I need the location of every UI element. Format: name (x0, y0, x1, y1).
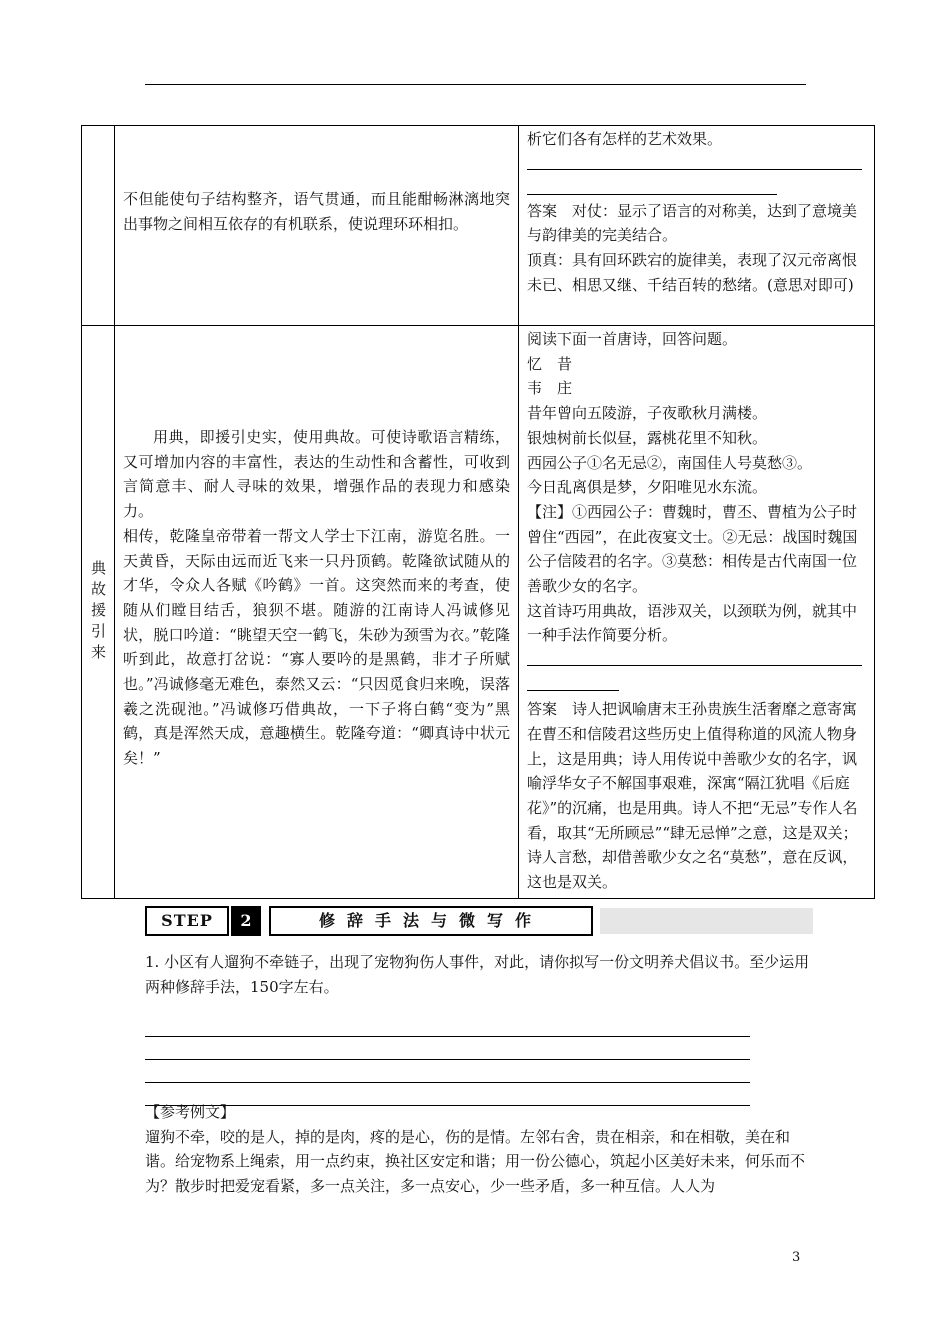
exercise-cell (519, 326, 875, 899)
question-continuation: 析它们各有怎样的艺术效果。 (527, 130, 723, 148)
row-label: 典故援引来 (89, 559, 107, 665)
poem-line: 银烛树前长似昼，露桃花里不知秋。 (527, 428, 768, 447)
exercise-cell (519, 126, 875, 326)
reference-heading: 【参考例文】 (145, 1103, 236, 1121)
page-number: 3 (792, 1250, 801, 1265)
poem-author: 韦 庄 (527, 379, 573, 398)
exercise-question: 1. 小区有人遛狗不牵链子，出现了宠物狗伤人事件，对此，请你拟写一份文明养犬倡议书。至少运用两种修辞手法，150字左右。 (145, 953, 810, 996)
table-row (82, 126, 875, 326)
poem-line: 今日乱离俱是梦，夕阳唯见水东流。 (527, 478, 768, 497)
poem-note: 【注】①西园公子：曹魏时，曹丕、曹植为公子时曾住“西园”，在此夜宴文士。②无忌：战国时魏国公子信陵君的名字。③莫愁：相传是古代南国一位善歌少女的名字。 (527, 502, 858, 596)
explanation-cell (115, 126, 519, 326)
row-label-cell (82, 126, 115, 326)
answer-blank-line (527, 673, 619, 691)
question-text: 这首诗巧用典故，语涉双关，以颈联为例，就其中一种手法作简要分析。 (527, 601, 858, 645)
step-label: STEP (145, 906, 229, 936)
step-banner-fill (600, 908, 813, 934)
header-rule (145, 84, 806, 85)
step-number: 2 (231, 906, 261, 936)
reading-instruction: 阅读下面一首唐诗，回答问题。 (527, 330, 738, 348)
poem-line: 西园公子①名无忌②，南国佳人号莫愁③。 (527, 453, 813, 472)
anecdote-paragraph: 相传，乾隆皇帝带着一帮文人学士下江南，游览名胜。一天黄昏，天际由远而近飞来一只丹顶鹤。乾隆欲试随从的才华，令众人各赋《吟鹤》一首。这突然而来的考查，使随从们瞠目结舌，狼狈不堪。随游的江南诗人冯诚修见状，脱口吟道：“眺望天空一鹤飞，朱砂为颈雪为衣。”乾隆听到此，故意打岔说：“寡人要吟的是黑鹤，非才子所赋也。”冯诚修毫无难色，泰然又云：“只因觅食归来晚，误落羲之洗砚池。”冯诚修巧借典故，一下子将白鹤“变为”黑鹤，真是浑然天成，意趣横生。乾隆夸道：“卿真诗中状元矣！” (123, 526, 510, 768)
explanation-cell (115, 326, 519, 899)
writing-line (145, 1060, 750, 1083)
content-table (81, 125, 875, 899)
writing-line (145, 1014, 750, 1037)
step-banner (145, 906, 813, 934)
explanation-paragraph: 用典，即援引史实，使用典故。可使诗歌语言精练，又可增加内容的丰富性，表达的生动性和含蓄性，可收到言简意丰、耐人寻味的效果，增强作品的表现力和感染力。 (123, 428, 510, 521)
step-title: 修辞手法与微写作 (269, 906, 593, 936)
row-label-cell (82, 326, 115, 899)
answer-blank-line (527, 177, 777, 195)
explanation-text: 不但能使句子结构整齐，语气贯通，而且能酣畅淋漓地突出事物之间相互依存的有机联系，使说理环环相扣。 (123, 190, 510, 233)
reference-text: 遛狗不牵，咬的是人，掉的是肉，疼的是心，伤的是情。左邻右舍，贵在相亲，和在相敬，美在和谐。给宠物系上绳索，用一点约束，换社区安定和谐；用一份公德心，筑起小区美好未来，何乐而不为？散步时把爱宠看紧，多一点关注，多一点安心，少一些矛盾，多一种互信。人人为 (145, 1127, 806, 1195)
writing-lines (145, 1014, 750, 1106)
answer-blank-line (527, 648, 862, 666)
reference-essay (145, 1100, 810, 1198)
table-row (82, 326, 875, 899)
writing-line (145, 1037, 750, 1060)
poem-line: 昔年曾向五陵游，子夜歌秋月满楼。 (527, 404, 768, 423)
answer-text: 顶真：具有回环跌宕的旋律美，表现了汉元帝离恨未已、相思又继、千结百转的愁绪。(意思对即可) (527, 251, 858, 294)
answer-text: 答案 诗人把讽喻唐末王孙贵族生活奢靡之意寄寓在曹丕和信陵君这些历史上值得称道的风流人物身上，这是用典；诗人用传说中善歌少女的名字，讽喻浮华女子不解国事艰难，深寓“隔江犹唱《后庭花》”的沉痛，也是用典。诗人不把“无忌”专作人名看，取其“无所顾忌”“肆无忌惮”之意，这是双关；诗人言愁，却借善歌少女之名“莫愁”，意在反讽，这也是双关。 (527, 700, 858, 892)
answer-text: 答案 对仗：显示了语言的对称美，达到了意境美与韵律美的完美结合。 (527, 201, 858, 245)
poem-title: 忆 昔 (527, 354, 573, 373)
answer-blank-line (527, 152, 862, 170)
